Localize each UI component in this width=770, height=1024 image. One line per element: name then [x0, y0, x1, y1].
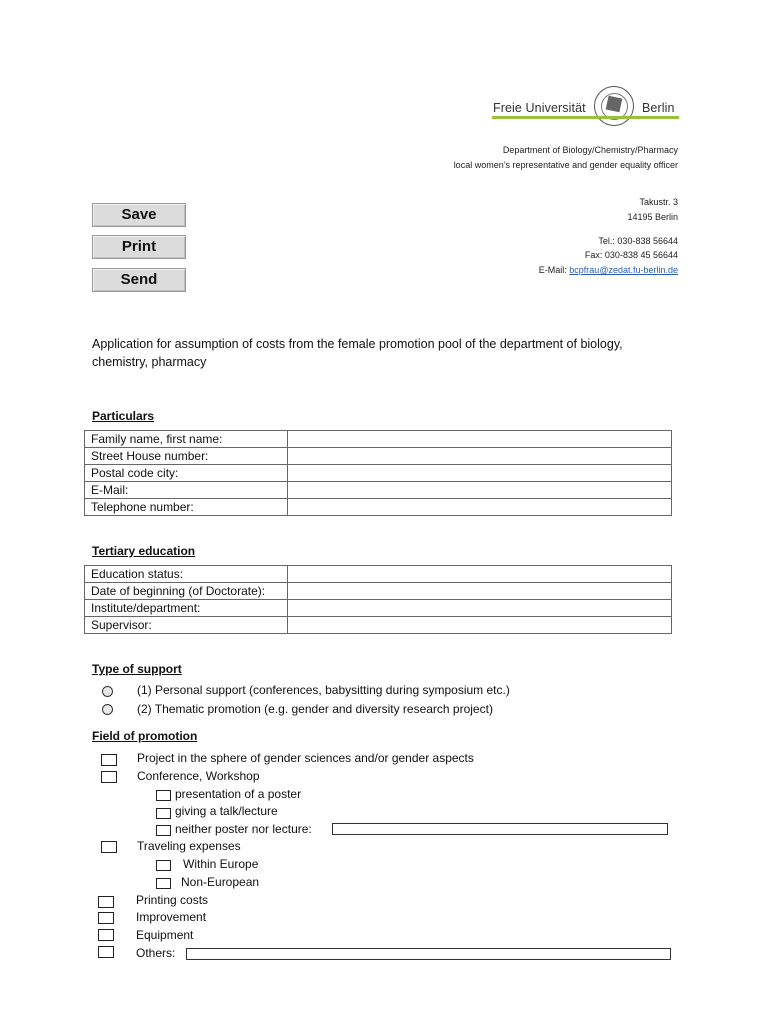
field-heading: Field of promotion — [92, 729, 198, 743]
travel-checkbox[interactable] — [101, 841, 117, 853]
education-status-field[interactable] — [288, 566, 672, 583]
telephone-label: Telephone number: — [85, 499, 288, 516]
others-label: Others: — [136, 946, 176, 960]
improvement-label: Improvement — [136, 910, 207, 924]
printing-label: Printing costs — [136, 893, 209, 907]
talk-checkbox[interactable] — [156, 808, 171, 819]
table-row — [85, 600, 672, 617]
email-label: E-Mail: — [538, 265, 570, 275]
logo-text-left: Freie Universität — [493, 101, 586, 115]
family-name-field[interactable] — [288, 431, 672, 448]
thematic-promotion-radio[interactable] — [102, 704, 113, 715]
non-european-checkbox[interactable] — [156, 878, 171, 889]
equipment-checkbox[interactable] — [98, 929, 114, 941]
neither-input[interactable] — [332, 823, 668, 835]
education-table — [84, 565, 672, 634]
talk-label: giving a talk/lecture — [175, 804, 278, 818]
personal-support-label: (1) Personal support (conferences, babysitting during symposium etc.) — [137, 683, 510, 697]
postal-code-label: Postal code city: — [85, 465, 288, 482]
city-line: 14195 Berlin — [627, 212, 678, 222]
particulars-table — [84, 430, 672, 516]
others-checkbox[interactable] — [98, 946, 114, 958]
table-row — [85, 482, 672, 499]
non-european-label: Non-European — [181, 875, 260, 889]
particulars-heading: Particulars — [92, 409, 155, 423]
street-line: Takustr. 3 — [639, 197, 678, 207]
supervisor-field[interactable] — [288, 617, 672, 634]
table-row — [85, 617, 672, 634]
neither-label: neither poster nor lecture: — [175, 822, 312, 836]
email-field-label: E-Mail: — [85, 482, 288, 499]
table-row — [85, 583, 672, 600]
officer-line: local women’s representative and gender equality officer — [453, 160, 678, 170]
personal-support-radio[interactable] — [102, 686, 113, 697]
conference-label: Conference, Workshop — [137, 769, 260, 783]
telephone-field[interactable] — [288, 499, 672, 516]
table-row — [85, 566, 672, 583]
email-field[interactable] — [288, 482, 672, 499]
europe-checkbox[interactable] — [156, 860, 171, 871]
printing-checkbox[interactable] — [98, 896, 114, 908]
table-row — [85, 448, 672, 465]
poster-label: presentation of a poster — [175, 787, 302, 801]
europe-label: Within Europe — [183, 857, 259, 871]
conference-checkbox[interactable] — [101, 771, 117, 783]
logo-underline — [492, 116, 679, 119]
others-input[interactable] — [186, 948, 671, 960]
email-link[interactable]: bcpfrau@zedat.fu-berlin.de — [569, 265, 678, 275]
department-line: Department of Biology/Chemistry/Pharmacy — [502, 145, 678, 155]
gender-project-checkbox[interactable] — [101, 754, 117, 766]
support-heading: Type of support — [92, 662, 182, 676]
supervisor-label: Supervisor: — [85, 617, 288, 634]
table-row — [85, 465, 672, 482]
education-heading: Tertiary education — [92, 544, 196, 558]
street-field[interactable] — [288, 448, 672, 465]
application-title: Application for assumption of costs from the female promotion pool of the department of biology, chemistry, pharmacy — [92, 337, 623, 369]
institute-label: Institute/department: — [85, 600, 288, 617]
equipment-label: Equipment — [136, 928, 194, 942]
university-seal-icon — [594, 86, 634, 126]
tel-line: Tel.: 030-838 56644 — [598, 236, 678, 246]
doctorate-date-label: Date of beginning (of Doctorate): — [85, 583, 288, 600]
table-row — [85, 431, 672, 448]
print-button[interactable]: Print — [92, 235, 186, 259]
send-button[interactable]: Send — [92, 268, 186, 292]
poster-checkbox[interactable] — [156, 790, 171, 801]
postal-code-field[interactable] — [288, 465, 672, 482]
family-name-label: Family name, first name: — [85, 431, 288, 448]
gender-project-label: Project in the sphere of gender sciences and/or gender aspects — [137, 751, 474, 765]
institute-field[interactable] — [288, 600, 672, 617]
travel-label: Traveling expenses — [137, 839, 241, 853]
thematic-promotion-label: (2) Thematic promotion (e.g. gender and diversity research project) — [137, 702, 493, 716]
improvement-checkbox[interactable] — [98, 912, 114, 924]
email-line — [539, 265, 678, 275]
logo-text-right: Berlin — [642, 101, 675, 115]
education-status-label: Education status: — [85, 566, 288, 583]
street-label: Street House number: — [85, 448, 288, 465]
fax-line: Fax: 030-838 45 56644 — [584, 250, 678, 260]
table-row — [85, 499, 672, 516]
neither-checkbox[interactable] — [156, 825, 171, 836]
doctorate-date-field[interactable] — [288, 583, 672, 600]
save-button[interactable]: Save — [92, 203, 186, 227]
